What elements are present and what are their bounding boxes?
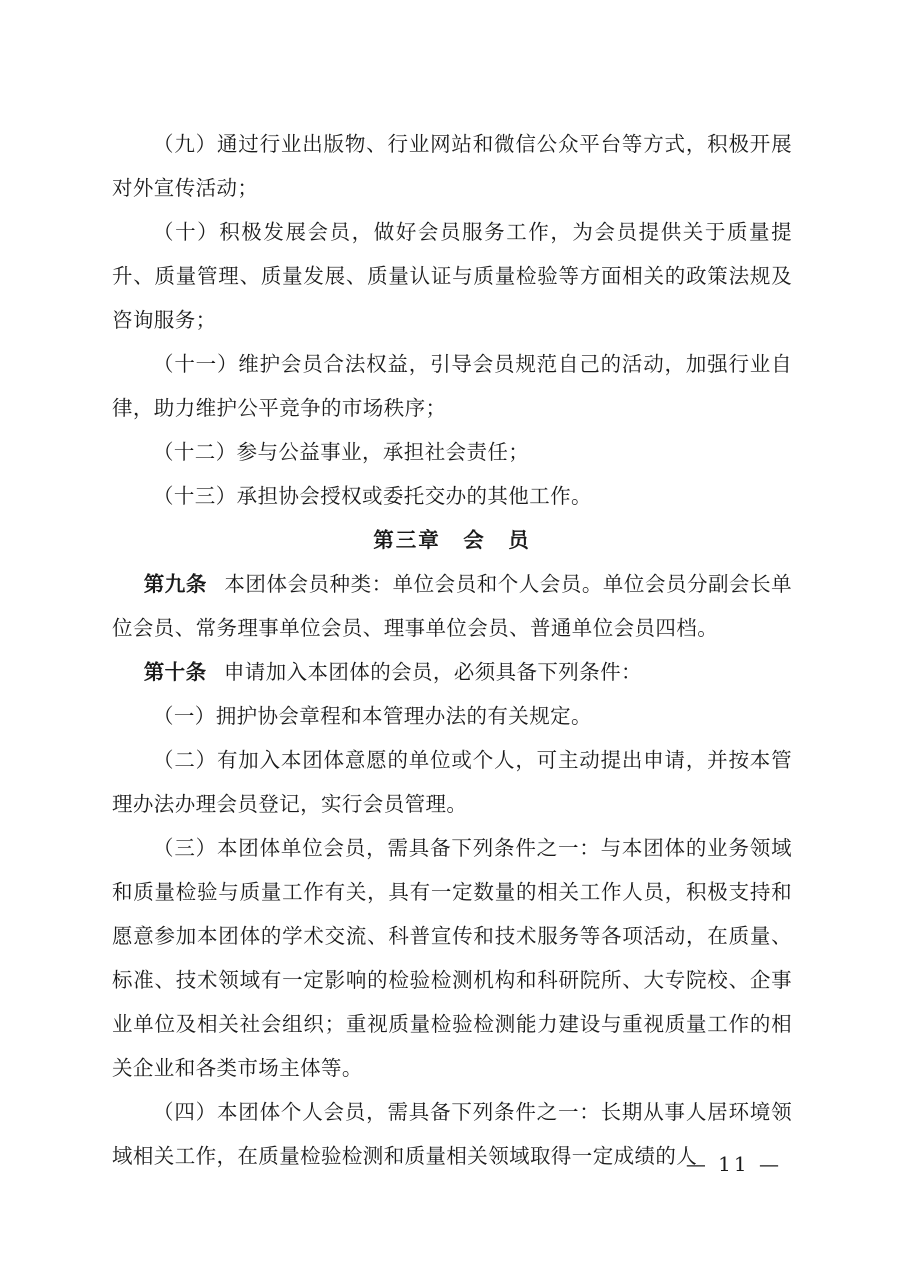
page-number: — 11 — (685, 1152, 782, 1176)
article-nine-text: 本团体会员种类：单位会员和个人会员。单位会员分副会长单位会员、常务理事单位会员、理事单位会员、普通单位会员四档。 (112, 572, 792, 640)
chapter-heading: 第三章 会 员 (373, 528, 531, 552)
paragraph-eleven: （十一）维护会员合法权益，引导会员规范自己的活动，加强行业自律，助力维护公平竞争的市场秩序； (112, 352, 792, 420)
document-body (112, 122, 792, 1178)
article-nine-label: 第九条 (143, 572, 207, 596)
paragraph-four: （四）本团体个人会员，需具备下列条件之一：长期从事人居环境领域相关工作，在质量检验检测和质量相关领域取得一定成绩的人 (112, 1100, 792, 1168)
paragraph-twelve: （十二）参与公益事业，承担社会责任； (153, 440, 530, 464)
paragraph-nine: （九）通过行业出版物、行业网站和微信公众平台等方式，积极开展对外宣传活动； (112, 132, 792, 200)
paragraph-three: （三）本团体单位会员，需具备下列条件之一：与本团体的业务领域和质量检验与质量工作有关，具有一定数量的相关工作人员，积极支持和愿意参加本团体的学术交流、科普宣传和技术服务等各项活动，在质量、标准、技术领域有一定影响的检验检测机构和科研院所、大专院校、企事业单位及相关社会组织；重视质量检验检测能力建设与重视质量工作的相关企业和各类市场主体等。 (112, 836, 792, 1080)
paragraph-two: （二）有加入本团体意愿的单位或个人，可主动提出申请，并按本管理办法办理会员登记，实行会员管理。 (112, 748, 792, 816)
article-ten-label: 第十条 (143, 660, 207, 684)
article-ten-text: 申请加入本团体的会员，必须具备下列条件： (223, 660, 642, 684)
paragraph-ten: （十）积极发展会员，做好会员服务工作，为会员提供关于质量提升、质量管理、质量发展、质量认证与质量检验等方面相关的政策法规及咨询服务； (112, 220, 792, 332)
paragraph-thirteen: （十三）承担协会授权或委托交办的其他工作。 (153, 484, 592, 508)
paragraph-one: （一）拥护协会章程和本管理办法的有关规定。 (153, 704, 592, 728)
article-ten (112, 650, 792, 694)
article-nine (112, 562, 792, 650)
